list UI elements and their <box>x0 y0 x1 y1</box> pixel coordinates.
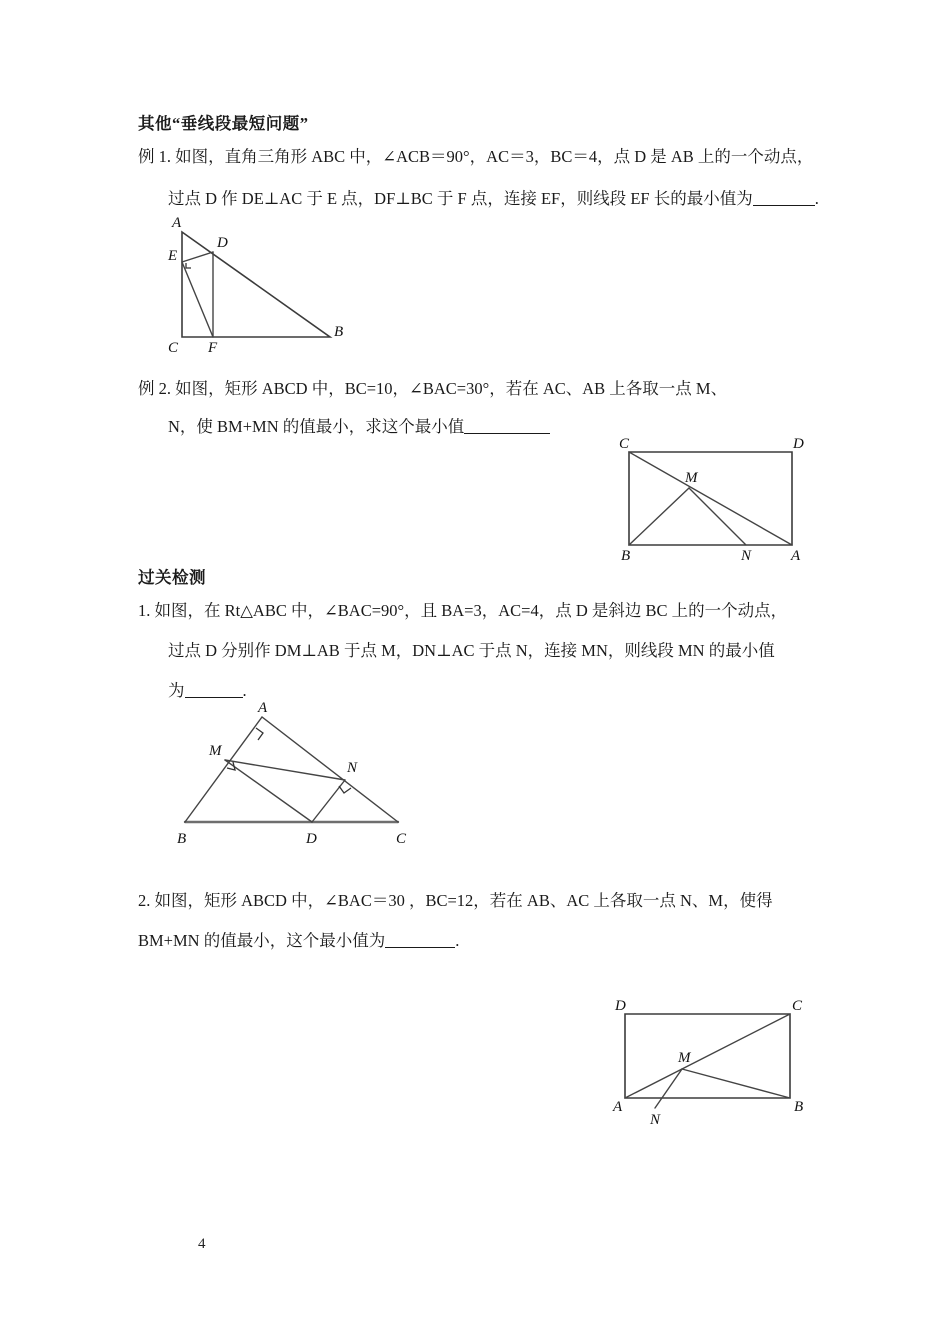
figure-label-b: B <box>177 831 187 847</box>
answer-blank-example-1[interactable] <box>753 205 815 206</box>
figure-label-b: B <box>334 324 344 340</box>
question-1-line-3-period: . <box>242 681 247 700</box>
diagonal-ac <box>625 1014 790 1098</box>
question-1-line-3-text: 为 <box>168 681 185 700</box>
figure-label-f: F <box>208 340 218 356</box>
diagonal-ca <box>629 452 792 545</box>
triangle-abc-sides <box>185 717 398 822</box>
figure-label-a: A <box>172 215 182 231</box>
right-angle-mark-a <box>256 728 263 740</box>
figure-label-c: C <box>792 998 803 1014</box>
question-2-line-1: 2. 如图，矩形 ABCD 中，∠BAC＝30 ，BC=12，若在 AB、AC 上各取一点 N、M，使得 <box>138 891 773 910</box>
figure-label-a: A <box>258 700 268 716</box>
example-2-line-1: 例 2. 如图，矩形 ABCD 中，BC=10，∠BAC=30°，若在 AC、AB 上各取一点 M、 <box>138 379 728 398</box>
answer-blank-example-2[interactable] <box>464 433 550 434</box>
question-1-line-2: 过点 D 分别作 DM⊥AB 于点 M，DN⊥AC 于点 N，连接 MN，则线段 MN 的最小值 <box>168 641 775 660</box>
example-1-line-2-text: 过点 D 作 DE⊥AC 于 E 点，DF⊥BC 于 F 点，连接 EF，则线段 EF 长的最小值为 <box>168 189 753 208</box>
figure-label-d: D <box>615 998 626 1014</box>
figure-label-d: D <box>306 831 317 847</box>
section-heading-other: 其他“垂线段最短问题” <box>138 114 309 133</box>
question-1-line-1: 1. 如图，在 Rt△ABC 中，∠BAC=90°，且 BA=3，AC=4，点 D 是斜边 BC 上的一个动点， <box>138 601 788 620</box>
figure-label-c: C <box>168 340 179 356</box>
example-2-line-2 <box>168 414 550 440</box>
question-2-line-2-text: BM+MN 的值最小，这个最小值为 <box>138 931 386 950</box>
segment-mn <box>225 760 345 780</box>
figure-label-m: M <box>209 743 222 759</box>
figure-question-1 <box>165 700 425 850</box>
figure-label-n: N <box>347 760 358 776</box>
right-angle-mark-n <box>339 786 351 793</box>
page-number: 4 <box>198 1236 206 1252</box>
figure-label-a: A <box>613 1099 623 1115</box>
example-2-line-2-text: N，使 BM+MN 的值最小，求这个最小值 <box>168 417 465 436</box>
question-2-line-2-period: . <box>455 931 460 950</box>
example-1-line-2 <box>168 186 819 212</box>
segment-dn <box>312 780 345 822</box>
figure-label-d: D <box>217 235 228 251</box>
figure-label-m: M <box>685 470 698 486</box>
question-2-line-2 <box>138 928 459 954</box>
figure-label-a: A <box>791 548 801 564</box>
figure-example-2 <box>605 438 830 563</box>
triangle-abc-outline <box>182 232 330 337</box>
figure-label-b: B <box>621 548 631 564</box>
example-1-line-2-period: . <box>814 189 819 208</box>
figure-question-2 <box>602 998 827 1128</box>
segment-ef <box>182 262 213 337</box>
figure-example-1 <box>150 215 360 358</box>
figure-label-e: E <box>168 248 178 264</box>
figure-label-c: C <box>396 831 407 847</box>
figure-label-m: M <box>678 1050 691 1066</box>
segment-mn <box>689 488 746 545</box>
example-1-line-1: 例 1. 如图，直角三角形 ABC 中，∠ACB＝90°，AC＝3，BC＝4，点 D 是 AB 上的一个动点， <box>138 147 814 166</box>
figure-label-d: D <box>793 436 804 452</box>
answer-blank-question-1[interactable] <box>185 697 243 698</box>
figure-label-c: C <box>619 436 630 452</box>
segment-ed <box>182 252 213 262</box>
segment-mn <box>655 1069 682 1108</box>
right-angle-mark-e <box>186 263 191 268</box>
answer-blank-question-2[interactable] <box>385 947 455 948</box>
figure-label-n: N <box>650 1112 661 1128</box>
segment-mb <box>682 1069 790 1098</box>
segment-dm <box>225 760 312 822</box>
section-heading-check: 过关检测 <box>138 568 206 587</box>
figure-label-b: B <box>794 1099 804 1115</box>
segment-bm <box>629 488 689 545</box>
figure-label-n: N <box>741 548 752 564</box>
